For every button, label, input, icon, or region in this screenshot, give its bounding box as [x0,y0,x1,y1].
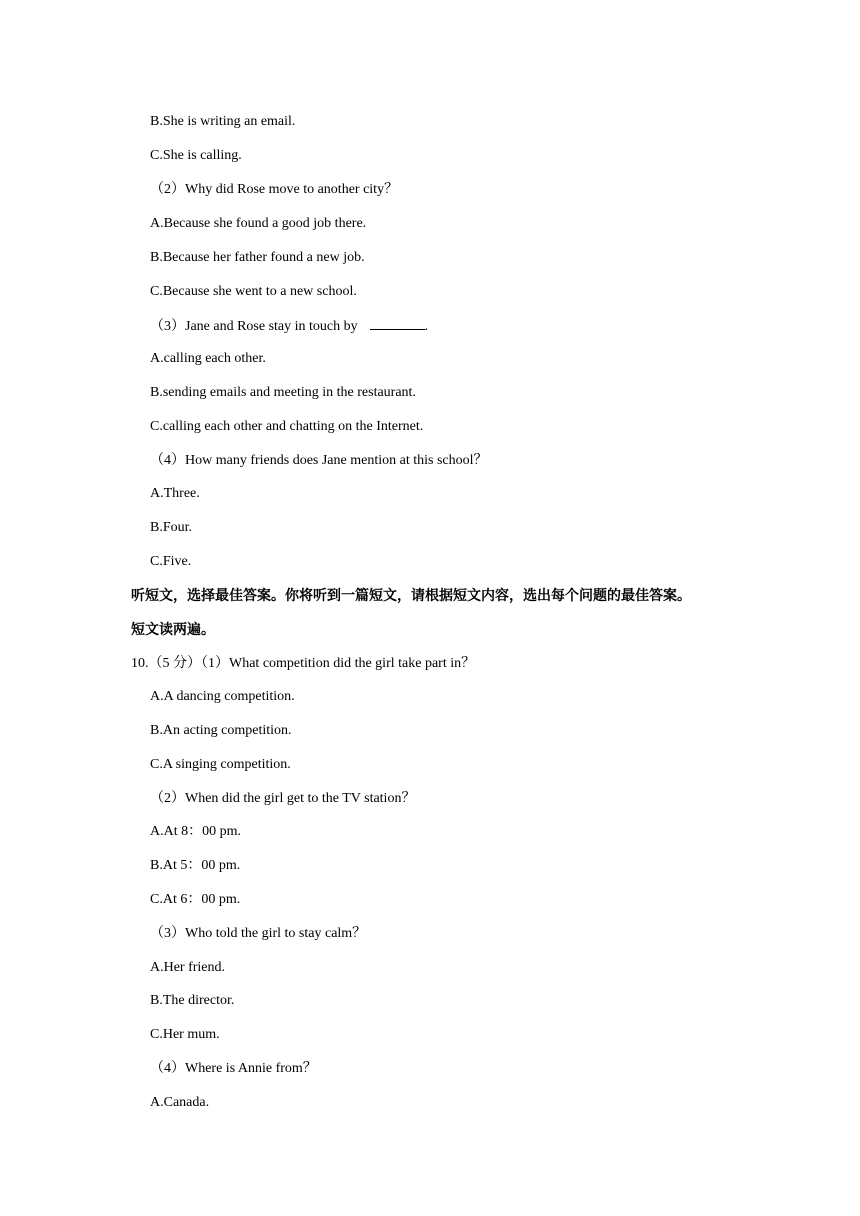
option-q3-c: C.calling each other and chatting on the Internet. [150,419,424,434]
section-instruction-line-1: 听短文，选择最佳答案。你将听到一篇短文，请根据短文内容，选出每个问题的最佳答案。 [131,588,691,604]
option-q2-a: A.Because she found a good job there. [150,216,367,231]
option-10-3-a: A.Her friend. [150,960,226,975]
option-q4-c: C.Five. [150,554,192,569]
option-10-2-c: C.At 6：00 pm. [150,892,241,907]
option-q3-b: B.sending emails and meeting in the restaurant. [150,385,416,400]
question-10-3: （3）Who told the girl to stay calm？ [150,926,367,941]
option-10-1-c: C.A singing competition. [150,757,291,772]
option-10-3-c: C.Her mum. [150,1027,220,1042]
question-2: （2）Why did Rose move to another city？ [150,182,399,197]
question-3-suffix: . [424,319,429,334]
option-10-4-a: A.Canada. [150,1095,210,1110]
option-q4-a: A.Three. [150,486,200,501]
option-q4-b: B.Four. [150,520,193,535]
question-3 [150,316,428,336]
answer-blank [370,316,425,330]
section-instruction-line-2: 短文读两遍。 [131,622,215,638]
option-q2-b: B.Because her father found a new job. [150,250,365,265]
question-10-2: （2）When did the girl get to the TV station？ [150,791,416,806]
question-3-prefix: （3）Jane and Rose stay in touch by [150,319,358,334]
option-10-1-a: A.A dancing competition. [150,689,295,704]
option-10-2-b: B.At 5：00 pm. [150,858,241,873]
option-10-2-a: A.At 8：00 pm. [150,824,241,839]
option-q1-c: C.She is calling. [150,148,242,163]
question-4: （4）How many friends does Jane mention at this school？ [150,453,488,468]
option-10-3-b: B.The director. [150,993,235,1008]
question-10-4: （4）Where is Annie from？ [150,1061,317,1076]
question-10-header: 10.（5 分）（1）What competition did the girl take part in？ [131,656,476,671]
option-q2-c: C.Because she went to a new school. [150,284,357,299]
option-q1-b: B.She is writing an email. [150,114,296,129]
option-q3-a: A.calling each other. [150,351,266,366]
option-10-1-b: B.An acting competition. [150,723,292,738]
